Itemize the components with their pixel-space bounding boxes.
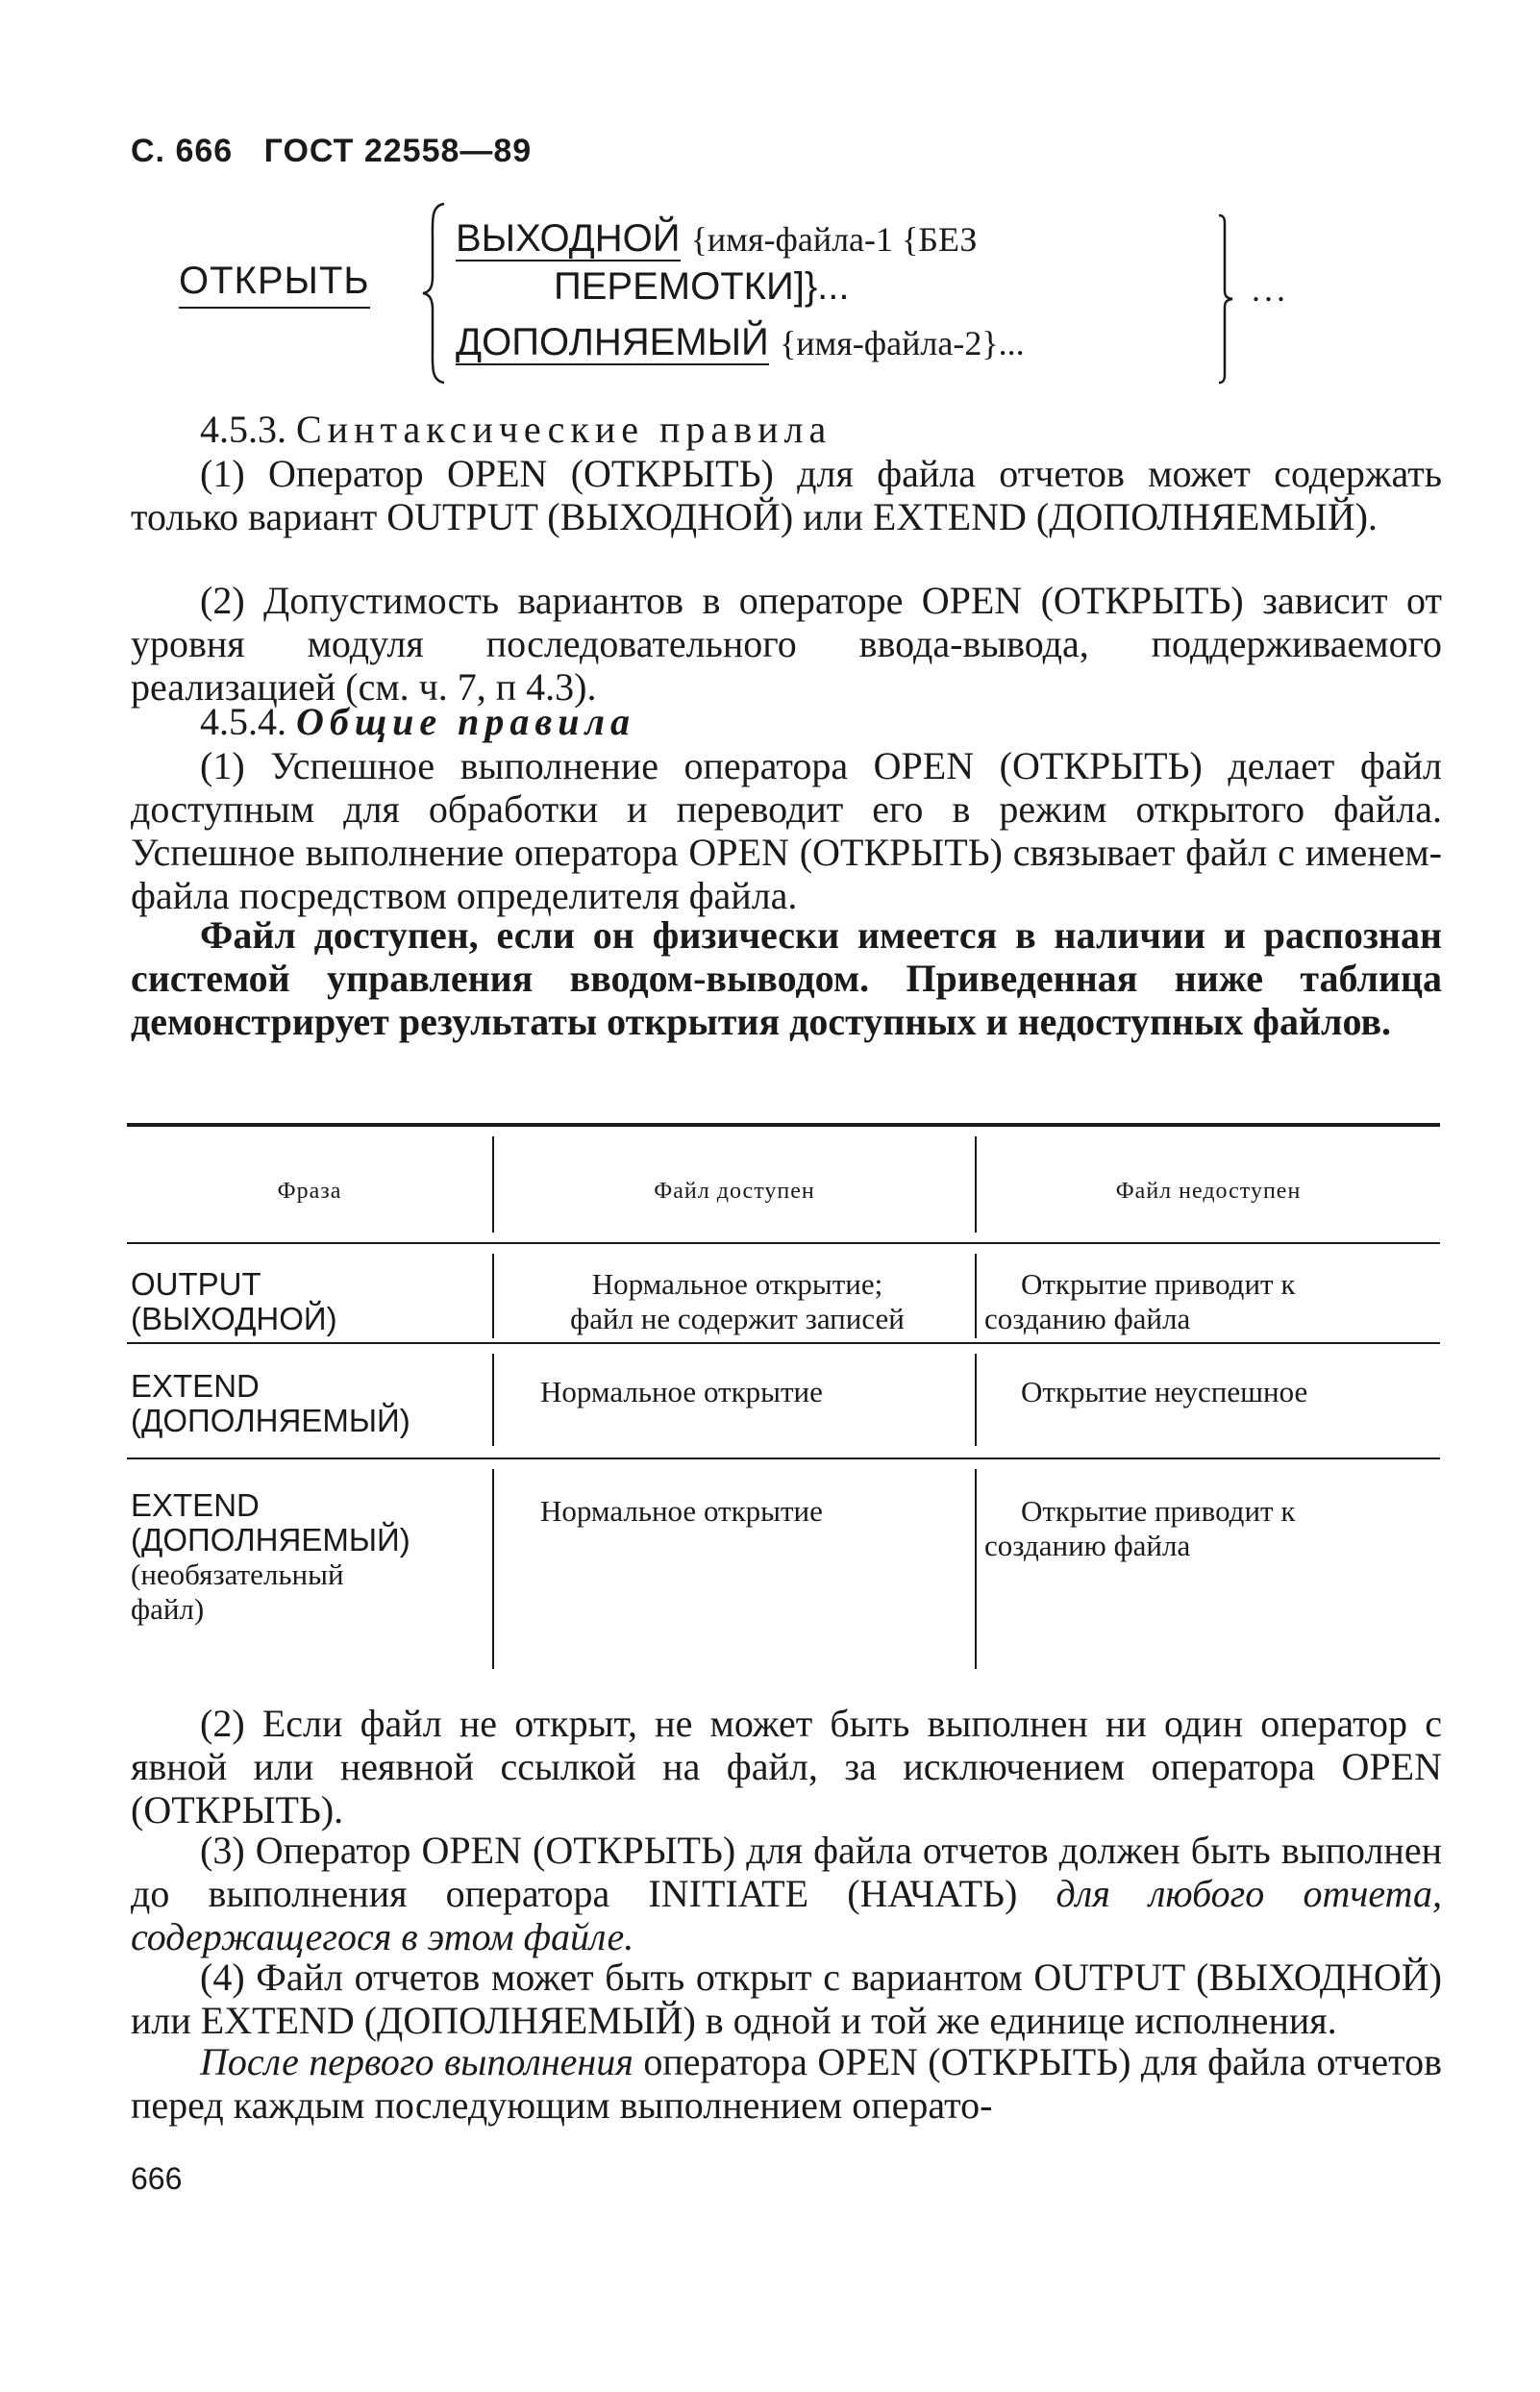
syntax-rule-1: (1) Оператор OPEN (ОТКРЫТЬ) для файла отчетов может содержать только вариант OUTPUT (ВЫХОДНОЙ) или EXTEND (ДОПОЛНЯЕМЫЙ). xyxy=(131,452,1442,538)
standard-number: ГОСТ 22558—89 xyxy=(263,133,533,169)
table-header-phrase: Фраза xyxy=(277,1179,342,1204)
cell-line: Открытие приводит к xyxy=(1021,1267,1296,1301)
general-rule-4: (4) Файл отчетов может быть открыт с вариантом OUTPUT (ВЫХОДНОЙ) или EXTEND (ДОПОЛНЯЕМЫЙ) в одной и той же единице исполнения. xyxy=(131,1956,1442,2042)
syntax-filename-2: {имя-файла-2}... xyxy=(779,324,1025,362)
general-rule-1: (1) Успешное выполнение оператора OPEN (ОТКРЫТЬ) делает файл доступным для обработки и переводит его в режим открытого файла. Успешное выполнение оператора OPEN (ОТКРЫТЬ) связывает файл с именем-файла посредством определителя файла. xyxy=(131,744,1442,917)
page-reference: С. 666 xyxy=(131,133,234,169)
available-cell: Нормальное открытие xyxy=(540,1375,823,1408)
general-rule-2: (2) Если файл не открыт, не может быть выполнен ни один оператор с явной или неявной ссылкой на файл, за исключением оператора OPEN (ОТКРЫТЬ). xyxy=(131,1702,1442,1831)
rule-4-italic: После первого выполнения xyxy=(200,2040,633,2083)
phrase-cell: EXTEND xyxy=(131,1487,260,1523)
section-heading-453 xyxy=(131,408,1442,451)
rule-3-italic: для любого отчета, содержащегося в этом файле. xyxy=(131,1872,1443,1958)
section-title: Синтаксические правила xyxy=(296,408,832,451)
phrase-cell: (ВЫХОДНОЙ) xyxy=(131,1301,337,1336)
syntax-rule-2: (2) Допустимость вариантов в операторе OPEN (ОТКРЫТЬ) зависит от уровня модуля последовательного ввода-вывода, поддерживаемого реализацией (см. ч. 7, п 4.3). xyxy=(131,579,1442,709)
section-number: 4.5.4. xyxy=(200,700,286,743)
syntax-keyword: ОТКРЫТЬ xyxy=(179,260,370,309)
syntax-line-3 xyxy=(456,321,1025,364)
phrase-cell: (ДОПОЛНЯЕМЫЙ) xyxy=(131,1403,410,1438)
syntax-line-2 xyxy=(554,265,850,309)
phrase-cell: EXTEND xyxy=(131,1368,260,1404)
available-cell: Нормальное открытие xyxy=(540,1494,823,1528)
phrase-note: (необязательный xyxy=(131,1557,344,1591)
general-rule-3 xyxy=(131,1829,1442,1958)
unavailable-cell xyxy=(984,1267,1436,1336)
page-header xyxy=(131,133,553,170)
left-brace-icon xyxy=(421,202,446,385)
section-title: Общие правила xyxy=(296,700,636,743)
general-rule-4-continued xyxy=(131,2040,1442,2127)
page-number: 666 xyxy=(131,2161,183,2196)
cell-line: созданию файла xyxy=(984,1529,1191,1562)
unavailable-cell: Открытие неуспешное xyxy=(1021,1375,1308,1408)
table-row xyxy=(131,1369,410,1438)
phrase-note: файл) xyxy=(131,1592,205,1626)
phrase-cell: (ДОПОЛНЯЕМЫЙ) xyxy=(131,1522,410,1557)
phrase-cell: OUTPUT xyxy=(131,1266,261,1302)
table-header-available: Файл доступен xyxy=(654,1179,815,1204)
section-heading-454 xyxy=(131,700,1442,743)
open-results-table xyxy=(127,1123,1440,1673)
cell-line: Нормальное открытие; xyxy=(591,1267,883,1301)
unavailable-cell xyxy=(984,1494,1295,1563)
table-row xyxy=(131,1488,410,1627)
rule-4-text: оператора OPEN (ОТКРЫТЬ) для файла отчетов перед каждым последующим выполнением операто- xyxy=(131,2040,1442,2127)
cell-line: созданию файла xyxy=(984,1302,1191,1335)
syntax-line-1 xyxy=(456,217,977,261)
syntax-filename-1: {имя-файла-1 {БЕЗ xyxy=(690,220,978,259)
section-number: 4.5.3. xyxy=(200,408,286,451)
syntax-no-rewind: ПЕРЕМОТКИ]}... xyxy=(554,265,850,308)
syntax-extend-word: ДОПОЛНЯЕМЫЙ xyxy=(456,321,769,363)
right-bracket-icon xyxy=(1213,213,1238,385)
rule-3-text: (3) Оператор OPEN (ОТКРЫТЬ) для файла отчетов должен быть выполнен до выполнения оператора INITIATE (НАЧАТЬ) xyxy=(131,1829,1442,1915)
cell-line: файл не содержит записей xyxy=(570,1302,905,1335)
syntax-output-word: ВЫХОДНОЙ xyxy=(456,217,681,260)
available-cell xyxy=(504,1267,971,1336)
syntax-trailing-dots: ... xyxy=(1252,270,1289,309)
table-row xyxy=(131,1267,337,1336)
cell-line: Открытие приводит к xyxy=(1021,1494,1296,1528)
general-rule-1-continued: Файл доступен, если он физически имеется в наличии и распознан системой управления вводом-выводом. Приведенная ниже таблица демонстрирует результаты открытия доступных и недоступных файлов. xyxy=(131,913,1442,1043)
table-header-unavailable: Файл недоступен xyxy=(1115,1179,1302,1204)
